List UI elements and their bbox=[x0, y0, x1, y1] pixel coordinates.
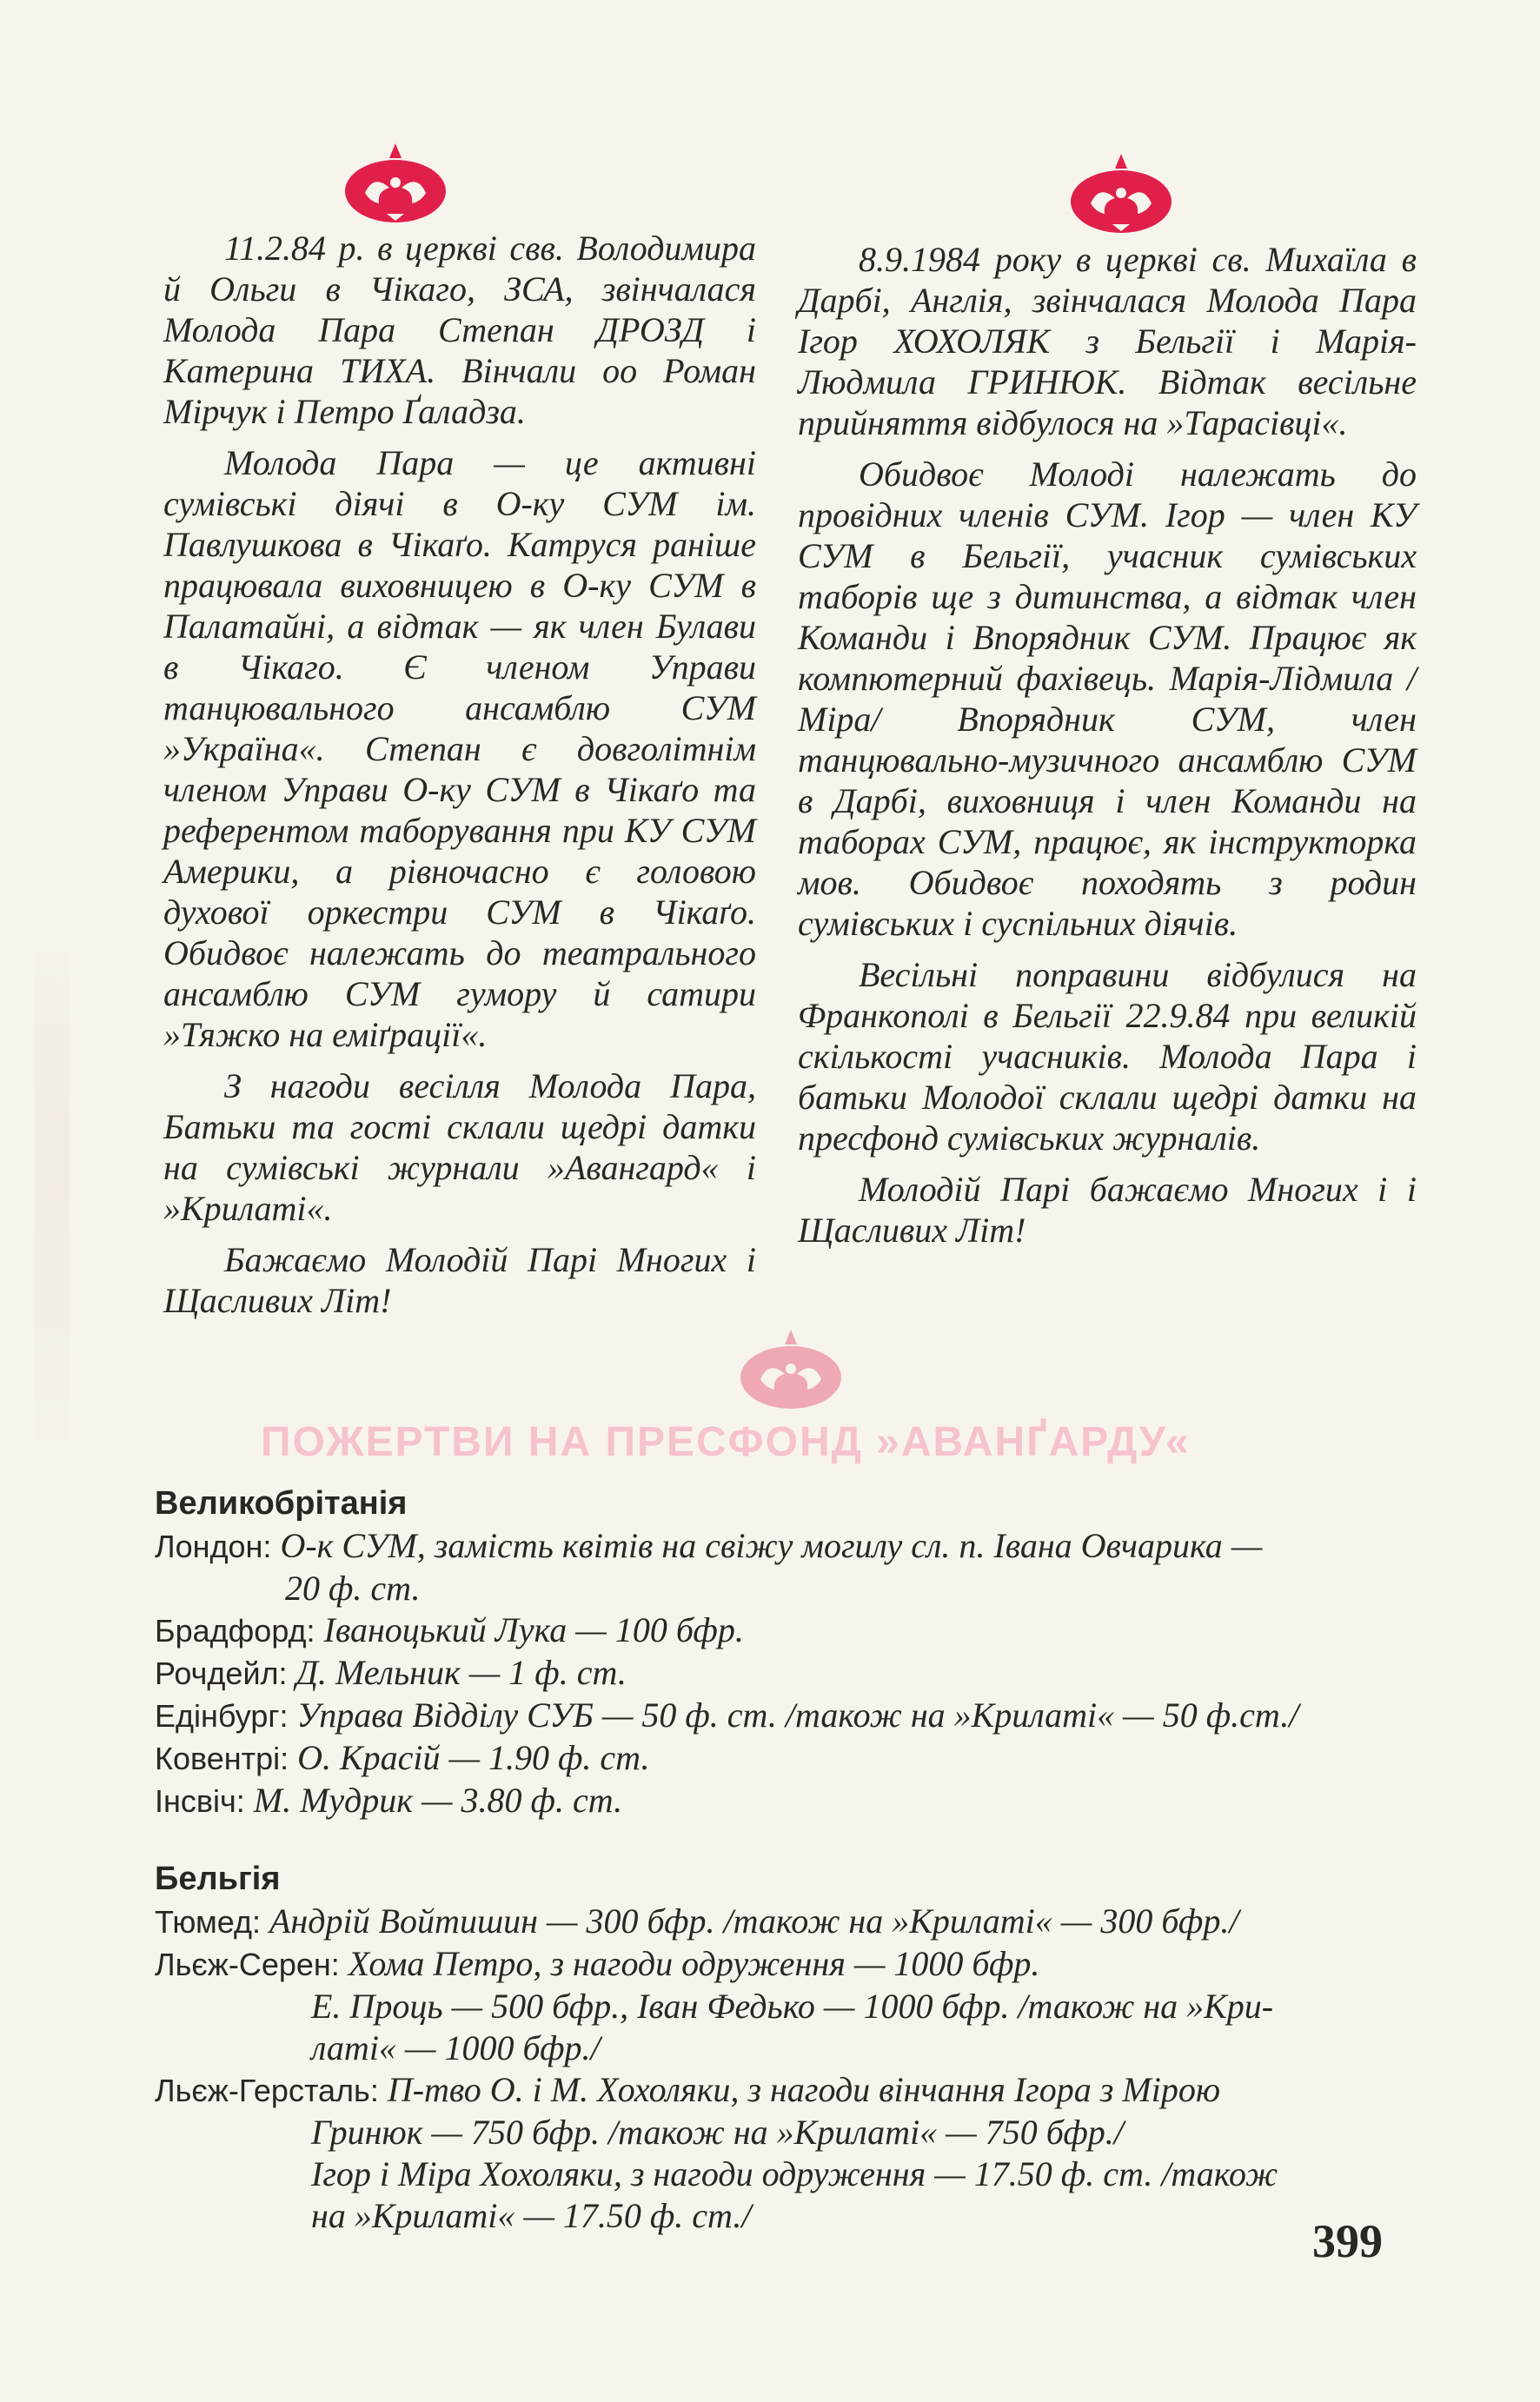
city-label: Лондон: bbox=[155, 1529, 272, 1564]
spine-shadow bbox=[35, 869, 70, 1564]
donation-continuation: Ігор і Міра Хохоляки, з нагоди одруження — 17.50 ф. ст. /також bbox=[311, 2154, 1278, 2193]
donation-text: Д. Мельник — 1 ф. ст. bbox=[295, 1653, 627, 1692]
donations-heading: ПОЖЕРТВИ НА ПРЕСФОНД »АВАНҐАРДУ« bbox=[261, 1419, 1191, 1465]
ornament-center-icon bbox=[734, 1325, 847, 1412]
donation-continuation: на »Крилаті« — 17.50 ф. ст./ bbox=[311, 2196, 752, 2235]
donation-text: Управа Відділу СУБ — 50 ф. ст. /також на »Крилаті« — 50 ф.ст./ bbox=[296, 1695, 1299, 1735]
right-paragraph: Обидвоє Молоді належать до провідних членів СУМ. Ігор — член КУ СУМ в Бельгії, учасник сумівських таборів ще з дитинства, а відтак член Команди і Впорядник СУМ. Працює як компютерний фахівець. Марія-Лідмила /Міра/ Впорядник СУМ, член танцювально-музичного ансамблю СУМ в Дарбі, виховниця і член Команди на таборах СУМ, працює, як інструкторка мов. Обидвоє походять з родин сумівських і суспільних діячів. bbox=[798, 455, 1417, 943]
city-label: Ковентрі: bbox=[155, 1741, 289, 1776]
donation-text: О-к СУМ, замість квітів на свіжу могилу сл. п. Івана Овчарика — bbox=[280, 1526, 1263, 1565]
page-number: 399 bbox=[1312, 2215, 1383, 2267]
city-label: Брадфорд: bbox=[155, 1613, 315, 1649]
donation-continuation: Гринюк — 750 бфр. /також на »Крилаті« — 750 бфр./ bbox=[311, 2113, 1124, 2152]
country-heading: Великобрітанія bbox=[155, 1485, 408, 1522]
list-item bbox=[155, 1901, 1424, 1943]
donation-continuation: Е. Проць — 500 бфр., Іван Федько — 1000 бфр. /також на »Кри- bbox=[311, 1987, 1274, 2026]
donation-text: О. Красій — 1.90 ф. ст. bbox=[297, 1738, 650, 1777]
city-label: Рочдейл: bbox=[155, 1656, 288, 1691]
donations-list bbox=[155, 1482, 1424, 2237]
list-item bbox=[155, 1609, 1424, 1652]
list-item bbox=[155, 1695, 1424, 1737]
city-label: Інсвіч: bbox=[155, 1783, 245, 1819]
list-item bbox=[155, 1943, 1424, 1986]
right-paragraph: Весільні поправини відбулися на Франкополі в Бельгії 22.9.84 при великій скількості учасників. Молода Пара і батьки Молодої склали щедрі датки на пресфонд сумівських журналів. bbox=[798, 955, 1417, 1158]
left-paragraph: Молода Пара — це активні сумівські діячі в О-ку СУМ ім. Павлушкова в Чікаґо. Катруся раніше працювала виховницею в О-ку СУМ в Палатайні, а відтак — як член Булави в Чікаго. Є членом Управи танцювального ансамблю СУМ »Україна«. Степан є довголітнім членом Управи О-ку СУМ в Чікаґо та референтом таборування при КУ СУМ Америки, а рівночасно є головою духової оркестри СУМ в Чікаґо. Обидвоє належать до театрального ансамблю СУМ гумору й сатири »Тяжко на еміґрації«. bbox=[163, 443, 756, 1054]
city-label: Льєж-Герсталь: bbox=[155, 2073, 379, 2108]
right-column bbox=[798, 239, 1417, 1261]
donation-text: Андрій Войтишин — 300 бфр. /також на »Крилаті« — 300 бфр./ bbox=[269, 1901, 1239, 1941]
right-paragraph: 8.9.1984 року в церкві св. Михаїла в Дарбі, Англія, звінчалася Молода Пара Ігор ХОХОЛЯК з Бельгії і Марія-Людмила ГРИНЮК. Відтак весільне прийняття відбулося на »Тарасівці«. bbox=[798, 240, 1417, 442]
city-label: Едінбург: bbox=[155, 1698, 289, 1734]
list-item bbox=[155, 1525, 1424, 1568]
donation-continuation: латі« — 1000 бфр./ bbox=[311, 2028, 601, 2067]
donation-text: М. Мудрик — 3.80 ф. ст. bbox=[253, 1781, 623, 1820]
ornament-right-icon bbox=[1065, 149, 1178, 236]
list-item bbox=[155, 1737, 1424, 1780]
city-label: Тюмед: bbox=[155, 1904, 261, 1940]
section-gap bbox=[155, 1822, 1424, 1857]
list-item bbox=[155, 1780, 1424, 1822]
donation-text: Іваноцький Лука — 100 бфр. bbox=[323, 1610, 744, 1649]
ornament-left-icon bbox=[339, 139, 452, 226]
donation-continuation: 20 ф. ст. bbox=[285, 1569, 421, 1608]
country-heading: Бельгія bbox=[155, 1861, 281, 1897]
left-paragraph: 11.2.84 р. в церкві свв. Володимира й Ольги в Чікаго, ЗСА, звінчалася Молода Пара Степан ДРОЗД і Катерина ТИХА. Вінчали оо Роман Мірчук і Петро Ґаладза. bbox=[163, 229, 756, 431]
left-column bbox=[163, 228, 756, 1331]
donation-text: П-тво О. і М. Хохоляки, з нагоди вінчання Ігора з Мірою bbox=[387, 2070, 1221, 2109]
city-label: Льєж-Серен: bbox=[155, 1947, 340, 1982]
right-wish: Молодій Парі бажаємо Многих і і Щасливих Літ! bbox=[798, 1170, 1417, 1250]
list-item bbox=[155, 2069, 1424, 2112]
list-item bbox=[155, 1652, 1424, 1695]
donation-text: Хома Петро, з нагоди одруження — 1000 бфр. bbox=[348, 1944, 1040, 1983]
left-paragraph: З нагоди весілля Молода Пара, Батьки та гості склали щедрі датки на сумівські журнали »Авангард« і »Крилаті«. bbox=[163, 1066, 756, 1228]
left-wish: Бажаємо Молодій Парі Многих і Щасливих Літ! bbox=[163, 1240, 756, 1320]
